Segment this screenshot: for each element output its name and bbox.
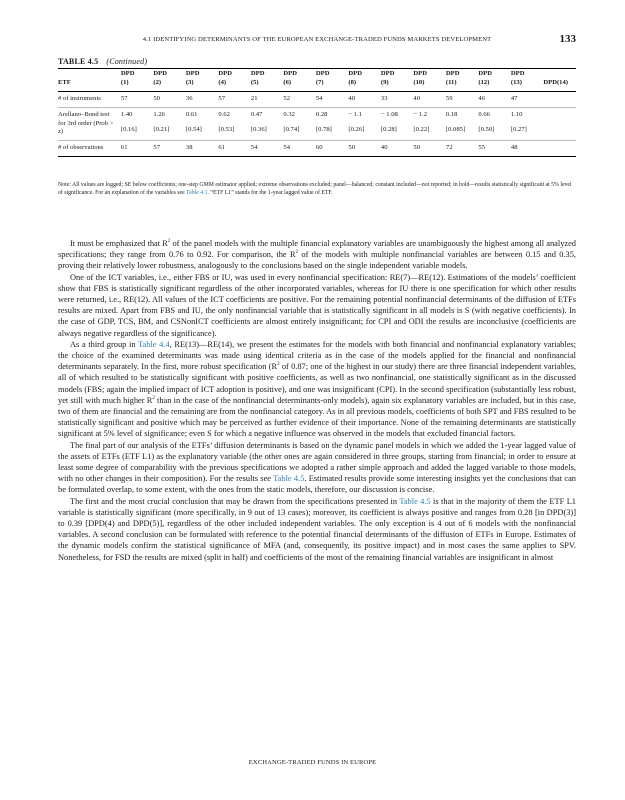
column-header: DPD (8): [348, 70, 362, 86]
table-cell: [543, 108, 576, 141]
column-header: DPD (6): [283, 70, 297, 86]
note-tail: . “ETF L1” stands for the 1-year lagged value of ETF.: [207, 190, 333, 197]
table-cell: 40: [380, 144, 388, 152]
table-cell: 72: [445, 144, 453, 152]
table-cell: 50: [348, 144, 355, 152]
row-label: # of observations: [58, 144, 104, 152]
table-cell: 0.66 [0.50]: [478, 110, 495, 133]
column-header: DPD(14): [543, 78, 568, 86]
table-cell: 0.47 [0.36]: [250, 110, 267, 133]
table-cell: 38: [185, 144, 193, 152]
results-table-wrapper: [58, 68, 576, 157]
table-cell: 33: [380, 94, 388, 102]
table-cell: 21: [250, 94, 258, 102]
column-header: DPD (12): [478, 70, 492, 86]
note-prefix: Note:: [58, 182, 71, 188]
table-cell: 0.62 [0.53]: [218, 110, 235, 133]
table-cell: 54: [283, 144, 290, 152]
table-cell: − 1.08 [0.28]: [380, 110, 398, 133]
table-cell: 50: [413, 144, 420, 152]
table-cell: [543, 141, 576, 156]
table-cell: 57: [153, 144, 160, 152]
running-header: [58, 33, 576, 47]
column-header: DPD (1): [120, 70, 135, 86]
column-header: DPD (3): [185, 70, 200, 86]
paragraph-5: The first and the most crucial conclusion that may be drawn from the specifications presented in Table 4.5 is that in the majority of them the ETF L1 variable is statistically significant (more specifically, in 9 out of 13 cases); moreover, its coefficient is always positive and ranges from 0.28 [in DPD(3)] to 0.39 [DPD(4) and DPD(5)], regardless of the other included independent variables. The only exception is 4 out of 6 models with the nonfinancial variables. A second conclusion can be formulated with reference to the potential financial determinants of the diffusion of ETFs in Europe. Estimates of the dynamic models confirm the statistical significance of MFA (and, consequently, its positive impact) and in most cases the same applies to SPV. Nonetheless, for FSD the results are mixed (split in half) and coefficients of the most of the remaining financial variables are insignificant in almost: [58, 496, 576, 562]
table-cell: 1.40 [0.16]: [120, 110, 137, 133]
table-row: [58, 141, 576, 156]
table-cell: 60: [315, 144, 323, 152]
table-cell: 55: [478, 144, 485, 152]
column-header: DPD (9): [380, 70, 395, 86]
paragraph-3: As a third group in Table 4.4, RE(13)—RE(14), we present the estimates for the models with both financial and nonfinancial explanatory variables; the choice of the examined determinants was made using identical criteria as in the case of the models applied for the financial and nonfinancial determinants separately. In the first, more robust specification ($R^2$ of 0.87; one of the highest in our study) there are three financial independent variables, all of which resulted to be statistically significant with positive coefficients, as well as two nonfinancial, one statistically significant as in the discussed models (FBS; again the implied impact of ICT adoption is positive), and one was insignificant (CPI). In the second specification (substantially less robust, yet still with much higher $R^2$ than in the case of the nonfinancial determinants-only models), again six explanatory variables are included, but in this case, two of them are financial and the remaining are from the nonfinancial category. As in all previous models, coefficients of both SPT and FBS resulted to be statistically significant and positive which may be perceived as further evidence of their importance. None of the remaining determinants are statistically significant at 5% level of significance; even S for which a negative influence was observed in the models that excluded financial factors.: [58, 339, 576, 439]
running-title: 4.1 IDENTIFYING DETERMINANTS OF THE EUROPEAN EXCHANGE-TRADED FUNDS MARKETS DEVELOPMENT: [142, 36, 492, 43]
table-cell: 47: [510, 94, 518, 102]
table-number: TABLE 4.5: [58, 57, 99, 66]
table-cell: 40: [348, 94, 355, 102]
column-header: DPD (4): [218, 70, 232, 86]
table-4-5-link[interactable]: Table 4.5: [273, 474, 305, 484]
table-cell: [543, 92, 576, 107]
table-cell: 1.26 [0.21]: [153, 110, 170, 133]
table-cell: 0.61 [0.54]: [185, 110, 202, 133]
table-cell: 52: [283, 94, 290, 102]
table-continued: (Continued): [106, 57, 148, 66]
table-cell: − 1.1 [0.26]: [348, 110, 365, 133]
paragraph-4: The final part of our analysis of the ETFs’ diffusion determinants is based on the dynamic panel models in which we added the 1-year lagged value of the assets of ETFs (ETF L1) as the explanatory variable (the other ones are again considered in three groups, starting from financial; in order to ensure at least some degree of comparability with the previous specifications we adopted a rather simple approach and added the lagged variable to those models, with no other changes in their composition). For the results see Table 4.5. Estimated results provide some interesting insights yet the conclusions that can be formulated overlap, to some extent, with the ones from the static models, therefore, our discussion is concise.: [58, 440, 576, 495]
column-header: DPD (2): [153, 70, 167, 86]
column-header: DPD (13): [510, 70, 525, 86]
table-cell: 50: [153, 94, 160, 102]
note-text: All values are logged; SE below coefficients; one-step GMM estimator applied; extreme observations excluded; panel—balanced; constant included—not reported; in bold—results statistically significant at 5% level of significance. For an explanation of the variables see: [58, 182, 572, 197]
table-cell: 48: [510, 144, 518, 152]
table-cell: 1.10 [0.27]: [510, 110, 527, 133]
table-cell: 61: [120, 144, 128, 152]
column-header: DPD (10): [413, 70, 427, 86]
table-row: [58, 92, 576, 107]
table-note: [58, 181, 576, 198]
table-cell: 40: [413, 94, 420, 102]
table-cell: 61: [218, 144, 225, 152]
table-cell: 54: [315, 94, 323, 102]
table-4-5-link-2[interactable]: Table 4.5: [399, 496, 431, 506]
body-text: [58, 238, 576, 563]
table-cell: 0.32 [0.74]: [283, 110, 300, 133]
row-label: Arellano–Bond test for 3rd order (Prob > z): [58, 110, 114, 136]
table-cell: 0.28 [0.78]: [315, 110, 332, 133]
row-label: # of instruments: [58, 94, 101, 102]
table-cell: 54: [250, 144, 258, 152]
table-cell: 57: [120, 94, 128, 102]
table-cell: 46: [478, 94, 485, 102]
table-caption: [58, 57, 147, 66]
table-header-row: [58, 69, 576, 91]
paragraph-2: One of the ICT variables, i.e., either FBS or IU, was used in every nonfinancial specification: RE(7)—RE(12). Estimations of the models’ coefficient show that FBS is statistically significant regardless of the other incorporated variables, whereas for IU there is one specification for which other results were returned, i.e., RE(12). All values of the ICT coefficients are positive. For the remaining potential nonfinancial determinants of the diffusion of ETFs results are mixed. Apart from FBS and IU, the only nonfinancial variable that is statistically significant in all models is S (with negative coefficients). In the case of GDP, TCS, BM, and CSNonICT coefficients are almost entirely insignificant; for CPI and ODI the results are inconclusive (coefficients are always negative regardless of the significance).: [58, 272, 576, 338]
table-cell: 0.18 [0.085]: [445, 110, 466, 133]
table-body: [58, 92, 576, 157]
table-cell: 59: [445, 94, 453, 102]
column-header: ETF: [58, 78, 71, 86]
page-number: 133: [559, 33, 576, 45]
column-header: DPD (11): [445, 70, 460, 86]
note-table-link[interactable]: Table 4.1: [186, 190, 208, 197]
table-4-4-link[interactable]: Table 4.4: [138, 339, 170, 349]
table-row: [58, 108, 576, 141]
table-cell: 57: [218, 94, 225, 102]
table-cell: 36: [185, 94, 193, 102]
results-table: [58, 68, 576, 157]
running-footer: EXCHANGE-TRADED FUNDS IN EUROPE: [248, 759, 377, 766]
column-header: DPD (5): [250, 70, 265, 86]
paragraph-1: It must be emphasized that $R^2$ of the panel models with the multiple financial explanatory variables are unambiguously the highest among all analyzed specifications; they range from 0.76 to 0.92. For comparison, the $R^2$ of the models with multiple nonfinancial variables are between 0.15 and 0.35, proving their relatively lower robustness, analogously to the conclusions based on the single independent variable models.: [58, 239, 576, 271]
table-cell: − 1.2 [0.22]: [413, 110, 430, 133]
column-header: DPD (7): [315, 70, 330, 86]
